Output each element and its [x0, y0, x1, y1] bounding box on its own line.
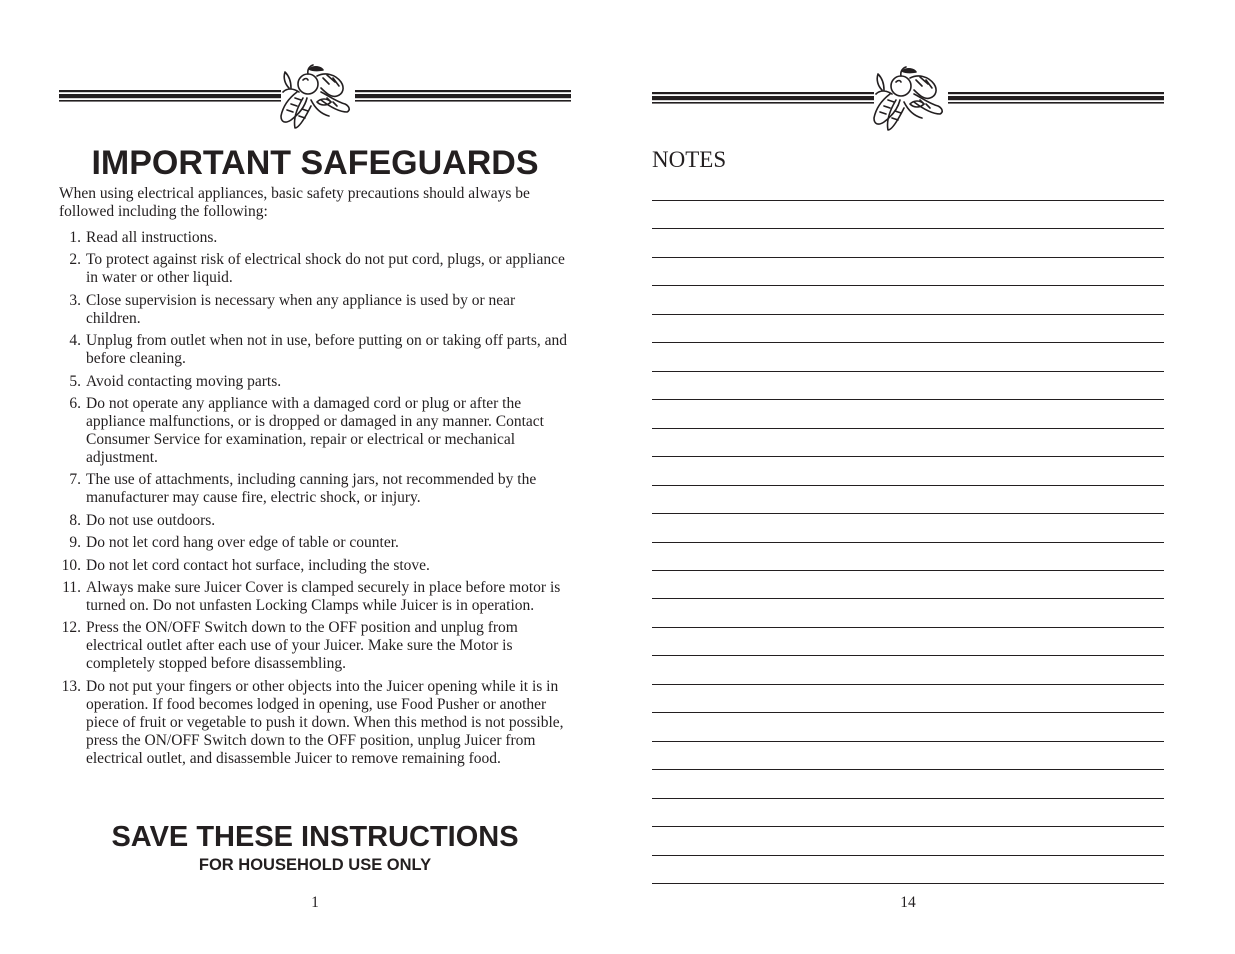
note-line — [652, 598, 1164, 599]
note-line — [652, 285, 1164, 286]
list-item — [59, 579, 571, 615]
item-text: Avoid contacting moving parts. — [86, 372, 282, 390]
note-line — [652, 342, 1164, 343]
note-line — [652, 769, 1164, 770]
item-number: 11. — [62, 578, 81, 596]
page-number: 1 — [311, 894, 319, 911]
note-line — [652, 456, 1164, 457]
safeguard-list — [59, 229, 571, 772]
list-item — [59, 292, 571, 328]
item-number: 10. — [61, 556, 81, 574]
list-item — [59, 373, 571, 391]
item-text: Close supervision is necessary when any appliance is used by or near children. — [86, 291, 516, 327]
note-line — [652, 883, 1164, 884]
item-number: 1. — [69, 229, 81, 246]
note-line — [652, 200, 1164, 201]
notes-lines — [652, 0, 1164, 954]
item-number: 7. — [69, 471, 81, 489]
note-line — [652, 371, 1164, 372]
note-line — [652, 826, 1164, 827]
header-ornament — [59, 62, 571, 134]
item-text: Press the ON/OFF Switch down to the OFF position and unplug from electrical outlet after each use of your Juicer. Make sure the Motor is completely stopped before disassembling. — [86, 619, 518, 673]
list-item — [59, 332, 571, 368]
note-line — [652, 513, 1164, 514]
save-instructions-heading: SAVE THESE INSTRUCTIONS — [111, 821, 519, 853]
list-item — [59, 229, 571, 247]
note-line — [652, 542, 1164, 543]
item-text: Always make sure Juicer Cover is clamped securely in place before motor is turned on. Do not unfasten Locking Clamps while Juicer is in operation. — [86, 578, 561, 614]
page-number: 14 — [900, 894, 916, 911]
note-line — [652, 855, 1164, 856]
item-number: 13. — [61, 677, 81, 695]
note-line — [652, 228, 1164, 229]
note-line — [652, 314, 1164, 315]
list-item — [59, 557, 571, 575]
list-item — [59, 534, 571, 552]
note-line — [652, 712, 1164, 713]
item-text: To protect against risk of electrical shock do not put cord, plugs, or appliance in water or other liquid. — [86, 251, 565, 287]
item-number: 8. — [69, 511, 81, 529]
note-line — [652, 684, 1164, 685]
item-text: Do not put your fingers or other objects into the Juicer opening while it is in operation. If food becomes lodged in opening, use Food Pusher or another piece of fruit or vegetable to push it down. When this method is not possible, press the ON/OFF Switch down to the OFF position, unplug Juicer from electrical outlet, and disassemble Juicer to remove remaining food. — [86, 677, 564, 767]
item-text: Do not use outdoors. — [86, 511, 216, 529]
item-text: The use of attachments, including canning jars, not recommended by the manufacturer may cause fire, electric shock, or injury. — [86, 471, 537, 507]
left-page — [59, 0, 571, 954]
note-line — [652, 428, 1164, 429]
item-number: 12. — [61, 619, 81, 637]
note-line — [652, 485, 1164, 486]
item-number: 4. — [69, 332, 81, 350]
list-item — [59, 395, 571, 467]
item-text: Do not let cord hang over edge of table or counter. — [86, 534, 399, 552]
household-use-note: FOR HOUSEHOLD USE ONLY — [198, 856, 432, 874]
note-line — [652, 570, 1164, 571]
note-line — [652, 798, 1164, 799]
right-page — [652, 0, 1164, 954]
note-line — [652, 257, 1164, 258]
note-line — [652, 399, 1164, 400]
item-number: 6. — [69, 394, 81, 412]
note-line — [652, 655, 1164, 656]
note-line — [652, 627, 1164, 628]
fruit-vegetable-ornament-icon — [59, 62, 571, 134]
item-text: Read all instructions. — [86, 229, 218, 246]
page-title: IMPORTANT SAFEGUARDS — [91, 144, 539, 182]
item-text: Unplug from outlet when not in use, before putting on or taking off parts, and before cleaning. — [86, 332, 567, 368]
item-number: 2. — [69, 251, 81, 269]
item-text: Do not operate any appliance with a damaged cord or plug or after the appliance malfunctions, or is dropped or damaged in any manner. Contact Consumer Service for examination, repair or electrical or mechanical adjustment. — [86, 394, 544, 466]
intro-text: When using electrical appliances, basic safety precautions should always be followed including the following: — [59, 185, 530, 220]
list-item — [59, 678, 571, 768]
list-item — [59, 619, 571, 673]
list-item — [59, 251, 571, 287]
item-number: 5. — [69, 372, 81, 390]
note-line — [652, 741, 1164, 742]
list-item — [59, 512, 571, 530]
item-number: 9. — [69, 534, 81, 552]
item-text: Do not let cord contact hot surface, including the stove. — [86, 556, 430, 574]
item-number: 3. — [69, 291, 81, 309]
list-item — [59, 471, 571, 507]
notes-title: NOTES — [652, 147, 727, 172]
